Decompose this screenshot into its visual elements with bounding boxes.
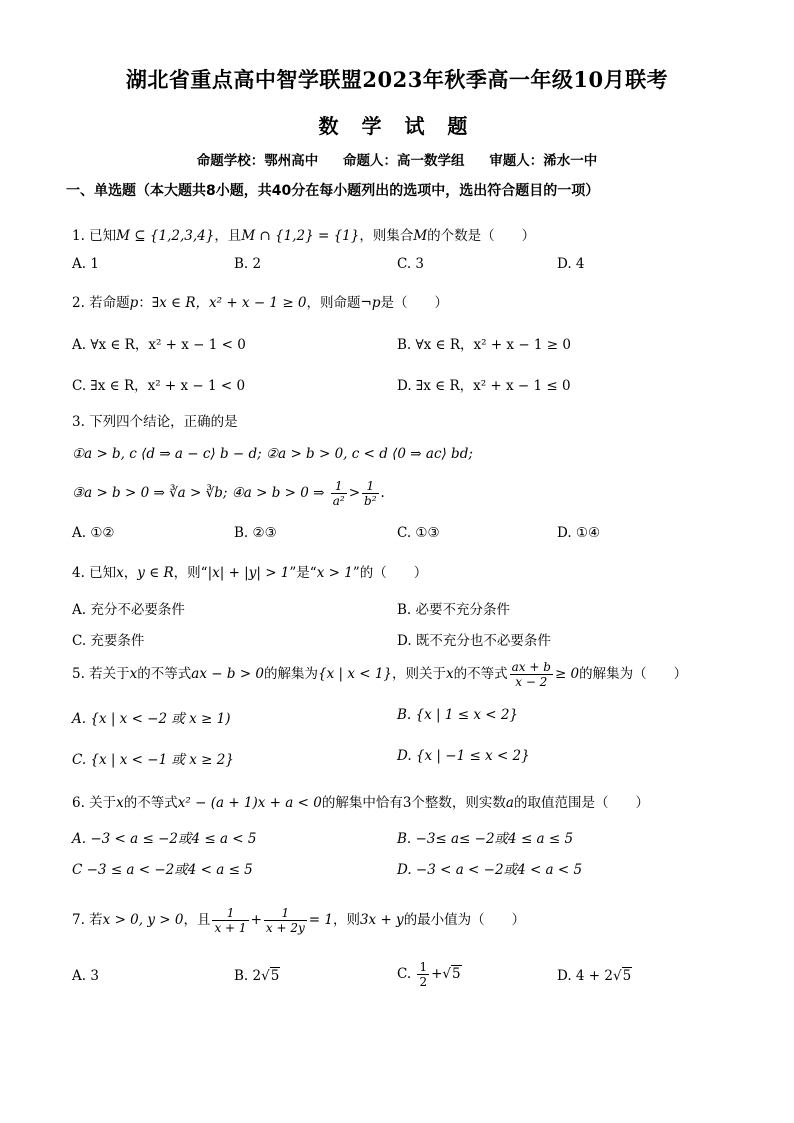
q6-option-d: D. −3 < a < −2或4 < a < 5 bbox=[397, 862, 583, 878]
q7-fraction-2: $\frac{1}{x + 2y}$ bbox=[265, 906, 305, 935]
q3-fraction-a: $\frac{1}{\text{a²}}$ bbox=[332, 479, 345, 508]
q5-option-d: D. {x | −1 ≤ x < 2} bbox=[397, 748, 530, 764]
q7-c-fraction: $\frac{1}{2}$ bbox=[419, 960, 428, 989]
q4-option-a: A. 充分不必要条件 bbox=[72, 602, 185, 618]
q7-option-a: A. 3 bbox=[72, 968, 99, 984]
q5-option-b: B. {x | 1 ≤ x < 2} bbox=[397, 707, 519, 723]
q3-option-d: D. ①④ bbox=[557, 525, 601, 541]
q7-option-b: B. 2√5 bbox=[234, 968, 280, 984]
q1-option-c: C. 3 bbox=[397, 256, 425, 272]
q7-option-c: C. $\frac{1}{2}$ +√5 bbox=[397, 960, 461, 989]
q3-option-a: A. ①② bbox=[72, 525, 115, 541]
meta-school: 命题学校：鄂州高中 bbox=[196, 153, 319, 169]
q3-option-c: C. ①③ bbox=[397, 525, 440, 541]
main-title: 湖北省重点高中智学联盟2023年秋季高一年级10月联考 bbox=[125, 67, 669, 92]
question-2: 2. 若命题p：∃x ∈ R，x² + x − 1 ≥ 0，则命题¬p是（ ） bbox=[72, 295, 448, 311]
question-6: 6. 关于x的不等式x² − (a + 1)x + a < 0的解集中恰有3个整数，则实数a的取值范围是（ ） bbox=[72, 795, 649, 811]
question-7: 7. 若x > 0, y > 0，且 $\frac{1}{x + 1}$ + $\frac{1}{x + 2y}$ = 1，则3x + y的最小值为（ ） bbox=[72, 906, 526, 935]
q2-option-c: C. ∃x ∈ R，x² + x − 1 < 0 bbox=[72, 378, 246, 394]
q5-option-a: A. {x | x < −2 或 x ≥ 1) bbox=[72, 711, 231, 727]
q2-option-b: B. ∀x ∈ R，x² + x − 1 ≥ 0 bbox=[397, 337, 572, 353]
q6-option-c: C −3 ≤ a < −2或4 < a ≤ 5 bbox=[72, 862, 253, 878]
q7-fraction-1: $\frac{1}{x + 1}$ bbox=[214, 906, 247, 935]
meta-author: 命题人：高一数学组 bbox=[343, 153, 465, 169]
q4-option-d: D. 既不充分也不必要条件 bbox=[397, 633, 551, 649]
question-1: 1. 已知M ⊆ {1,2,3,4}，且M ∩ {1,2} = {1}，则集合M的个数是（ ） bbox=[72, 228, 536, 244]
q1-option-b: B. 2 bbox=[234, 256, 262, 272]
q2-option-d: D. ∃x ∈ R，x² + x − 1 ≤ 0 bbox=[397, 378, 571, 394]
sub-title: 数 学 试 题 bbox=[318, 114, 476, 138]
q4-option-c: C. 充要条件 bbox=[72, 633, 145, 649]
q1-option-d: D. 4 bbox=[557, 256, 585, 272]
q2-option-a: A. ∀x ∈ R，x² + x − 1 < 0 bbox=[72, 337, 246, 353]
q1-option-a: A. 1 bbox=[72, 256, 99, 272]
q5-option-c: C. {x | x < −1 或 x ≥ 2} bbox=[72, 752, 234, 768]
q3-fraction-b: $\frac{1}{\text{b²}}$ bbox=[364, 479, 377, 508]
question-3: 3. 下列四个结论，正确的是 bbox=[72, 414, 238, 430]
q3-statements-3-4: ③a > b > 0 ⇒ ∛a > ∛b; ④a > b > 0 ⇒ $\frac{1}{\text{a²}}$ > $\frac{1}{\text{b²}}$ . bbox=[72, 479, 385, 508]
question-5: 5. 若关于x的不等式ax − b > 0的解集为{x | x < 1}，则关于x的不等式 $\frac{ax + b}{x - 2}$ ≥ 0的解集为（ ） bbox=[72, 660, 688, 689]
q6-option-b: B. −3≤ a≤ −2或4 ≤ a ≤ 5 bbox=[397, 831, 574, 847]
q6-option-a: A. −3 < a ≤ −2或4 ≤ a < 5 bbox=[72, 831, 257, 847]
q3-option-b: B. ②③ bbox=[234, 525, 277, 541]
question-4: 4. 已知x，y ∈ R，则“|x| + |y| > 1”是“x > 1”的（ ） bbox=[72, 565, 428, 581]
q3-statements-1-2: ①a > b, c ⟨d ⇒ a − c⟩ b − d; ②a > b > 0, c < d ⟨0 ⇒ ac⟩ bd; bbox=[72, 446, 473, 462]
q7-option-d: D. 4 + 2√5 bbox=[557, 968, 632, 984]
exam-meta bbox=[0, 149, 794, 169]
section-heading: 一、单选题（本大题共8小题，共40分在每小题列出的选项中，选出符合题目的一项） bbox=[66, 183, 600, 199]
q4-option-b: B. 必要不充分条件 bbox=[397, 602, 511, 618]
q5-fraction: $\frac{ax + b}{x - 2}$ bbox=[511, 660, 551, 689]
meta-reviewer: 审题人：浠水一中 bbox=[489, 153, 598, 169]
